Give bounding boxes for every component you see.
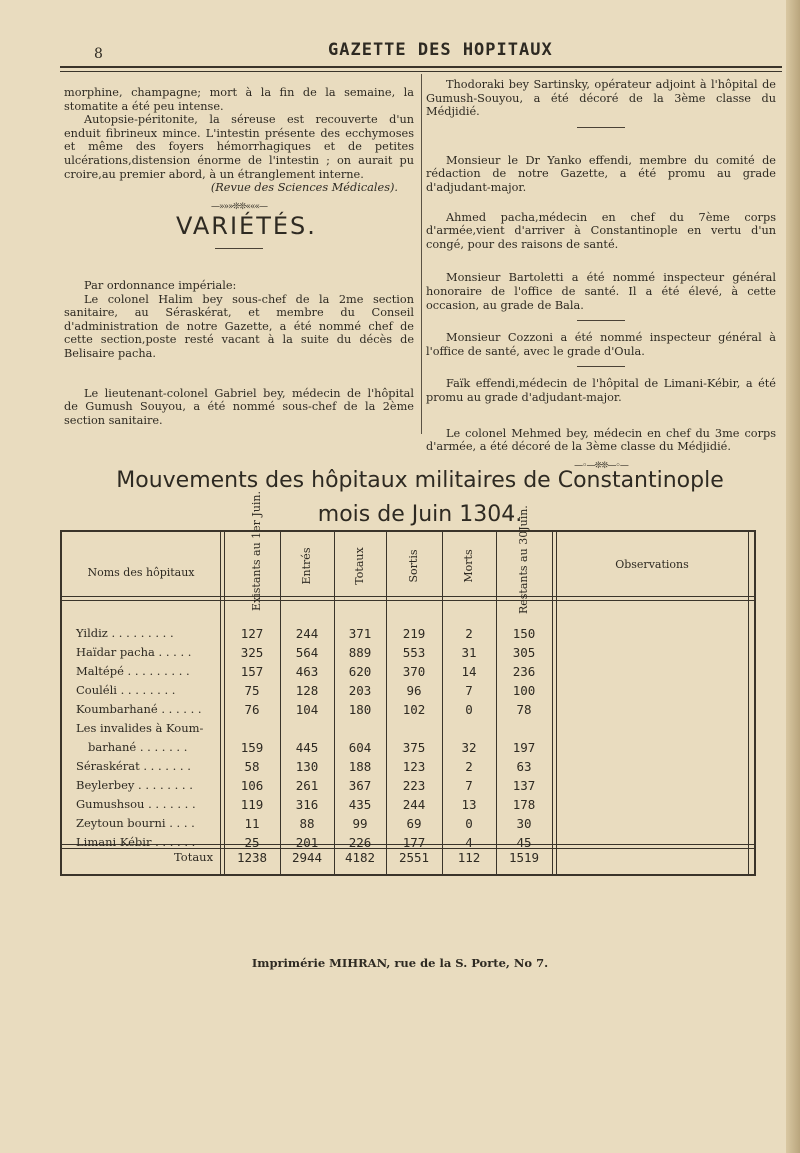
article-paragraph: Autopsie-péritonite, la séreuse est recouverte d'un enduit fibrineux mince. L'intestin présente des ecchymoses et même des foyers hémorrhagiques et de petites ulcérations,distension énorme de l'intestin ; on aurait pu croire,au premier abord, à un étranglement interne. (64, 113, 414, 181)
header-restants: Restants au 30Juin. (517, 505, 530, 614)
cell-restants: 45 (516, 835, 532, 850)
separator-rule (577, 366, 625, 367)
cell-entres: 104 (295, 702, 319, 717)
cell-entres: 316 (295, 797, 319, 812)
cell-morts: 32 (461, 740, 477, 755)
hospital-name: Haïdar pacha . . . . . (76, 645, 192, 659)
cell-totaux: 367 (348, 778, 372, 793)
cell-totaux: 99 (352, 816, 368, 831)
news-item: Ahmed pacha,médecin en chef du 7ème corps d'armée,vient d'arriver à Constantinople en vertu d'un congé, pour des raisons de santé. (426, 210, 776, 251)
cell-sortis: 123 (402, 759, 426, 774)
cell-sortis: 219 (402, 626, 426, 641)
article-paragraph: morphine, champagne; mort à la fin de la semaine, la stomatite a été peu intense. (64, 86, 414, 113)
cell-existants: 157 (240, 664, 264, 679)
column-divider (421, 74, 422, 434)
article-paragraph: Le colonel Halim bey sous-chef de la 2me section sanitaire, au Séraskérat, et membre du Conseil d'administration de notre Gazette, a été nommé chef de cette section,poste resté vacant à la suite du décès de Belisaire pacha. (64, 292, 414, 360)
news-item: Le colonel Mehmed bey, médecin en chef du 3me corps d'armée, a été décoré de la 3ème classe du Médjidié. (426, 426, 776, 454)
page-number: 8 (94, 46, 103, 62)
cell-totaux: 180 (348, 702, 372, 717)
cell-restants: 305 (512, 645, 536, 660)
table-title-line2: mois de Juin 1304. (317, 502, 523, 527)
cell-existants: 75 (244, 683, 260, 698)
article-paragraph: Le lieutenant-colonel Gabriel bey, médecin de l'hôpital de Gumush Souyou, a été nommé sous-chef de la 2ème section sanitaire. (64, 386, 414, 427)
cell-sortis: 370 (402, 664, 426, 679)
totals-row (62, 850, 754, 869)
separator-rule (577, 320, 625, 321)
imprint: Imprimérie MIHRAN, rue de la S. Porte, No 7. (251, 956, 549, 970)
cell-entres: 130 (295, 759, 319, 774)
cell-existants: 325 (240, 645, 264, 660)
hospital-name: Couléli . . . . . . . . (76, 683, 176, 697)
cell-sortis: 102 (402, 702, 426, 717)
separator-rule (577, 127, 625, 128)
cell-entres: 88 (299, 816, 315, 831)
cell-restants: 100 (512, 683, 536, 698)
cell-restants: 63 (516, 759, 532, 774)
cell-sortis: 244 (402, 797, 426, 812)
cell-existants: 119 (240, 797, 264, 812)
cell-restants: 30 (516, 816, 532, 831)
cell-totaux: 4182 (344, 850, 376, 865)
cell-sortis: 553 (402, 645, 426, 660)
cell-existants: 58 (244, 759, 260, 774)
news-item: Monsieur Bartoletti a été nommé inspecteur général honoraire de l'office de santé. Il a été élevé, à cette occasion, au grade de Bala. (426, 271, 776, 312)
cell-totaux: 620 (348, 664, 372, 679)
cell-existants: 127 (240, 626, 264, 641)
hospital-name: Séraskérat . . . . . . . (76, 759, 191, 773)
ornament: —»»»❊❊«««— (210, 201, 268, 212)
cell-restants: 150 (512, 626, 536, 641)
cell-entres: 2944 (291, 850, 323, 865)
cell-totaux: 226 (348, 835, 372, 850)
cell-sortis: 223 (402, 778, 426, 793)
news-item: Faïk effendi,médecin de l'hôpital de Limani-Kébir, a été promu au grade d'adjudant-major. (426, 377, 776, 404)
hospital-name: Limani Kébir . . . . . . (76, 835, 196, 849)
left-column (64, 86, 414, 427)
cell-morts: 0 (465, 816, 473, 831)
cell-sortis: 177 (402, 835, 426, 850)
article-paragraph: Par ordonnance impériale: (84, 278, 237, 292)
right-column (426, 78, 776, 479)
cell-entres: 463 (295, 664, 319, 679)
cell-morts: 2 (465, 626, 473, 641)
cell-entres: 564 (295, 645, 319, 660)
cell-totaux: 604 (348, 740, 372, 755)
section-title: VARIÉTÉS. (176, 212, 317, 241)
hospital-name: Gumushsou . . . . . . . (76, 797, 196, 811)
cell-totaux: 188 (348, 759, 372, 774)
cell-restants: 236 (512, 664, 536, 679)
table-row (62, 683, 754, 702)
news-item: Monsieur Cozzoni a été nommé inspecteur général à l'office de santé, avec le grade d'Oula. (426, 331, 776, 358)
table-title (60, 464, 780, 532)
header-rule (60, 66, 782, 72)
hospital-name: Koumbarhané . . . . . . (76, 702, 202, 716)
totals-label: Totaux (174, 850, 214, 864)
cell-morts: 14 (461, 664, 477, 679)
cell-existants: 76 (244, 702, 260, 717)
cell-existants: 106 (240, 778, 264, 793)
cell-morts: 31 (461, 645, 477, 660)
header-existants: Existants au 1er Juin. (250, 490, 263, 611)
journal-title: GAZETTE DES HOPITAUX (328, 40, 553, 60)
cell-totaux: 371 (348, 626, 372, 641)
cell-entres: 261 (295, 778, 319, 793)
news-item: Thodoraki bey Sartinsky, opérateur adjoint à l'hôpital de Gumush-Souyou, a été décoré de la 3ème classe du Médjidié. (426, 78, 776, 119)
cell-totaux: 435 (348, 797, 372, 812)
cell-sortis: 69 (406, 816, 422, 831)
table-row-line (62, 721, 754, 740)
cell-sortis: 2551 (398, 850, 430, 865)
cell-entres: 244 (295, 626, 319, 641)
cell-entres: 128 (295, 683, 319, 698)
cell-morts: 0 (465, 702, 473, 717)
table-row (62, 759, 754, 778)
header-morts: Morts (462, 549, 475, 583)
table-row (62, 645, 754, 664)
cell-existants: 25 (244, 835, 260, 850)
cell-restants: 137 (512, 778, 536, 793)
table-row (62, 626, 754, 645)
table-row (62, 664, 754, 683)
table-row (62, 778, 754, 797)
cell-morts: 7 (465, 683, 473, 698)
cell-entres: 201 (295, 835, 319, 850)
cell-morts: 13 (461, 797, 477, 812)
cell-restants: 178 (512, 797, 536, 812)
header-noms: Noms des hôpitaux (87, 566, 195, 579)
hospital-name: Maltépé . . . . . . . . . (76, 664, 190, 678)
header-observations: Observations (615, 558, 689, 571)
cell-morts: 7 (465, 778, 473, 793)
source-citation: (Revue des Sciences Médicales). (210, 181, 398, 195)
cell-restants: 78 (516, 702, 532, 717)
cell-morts: 2 (465, 759, 473, 774)
cell-totaux: 203 (348, 683, 372, 698)
table-title-line1: Mouvements des hôpitaux militaires de Constantinople (116, 468, 724, 493)
cell-totaux: 889 (348, 645, 372, 660)
cell-restants: 197 (512, 740, 536, 755)
hospital-name: Beylerbey . . . . . . . . (76, 778, 193, 792)
ornament: —◦—❊❊—◦— (574, 460, 628, 471)
cell-restants: 1519 (508, 850, 540, 865)
hospital-name: barhané . . . . . . . (88, 740, 188, 754)
header-entres: Entrés (300, 547, 313, 585)
table-row (62, 797, 754, 816)
hospital-name: Yildiz . . . . . . . . . (76, 626, 174, 640)
header-totaux: Totaux (353, 547, 366, 585)
cell-sortis: 375 (402, 740, 426, 755)
hospital-name: Les invalides à Koum- (76, 721, 204, 735)
separator-rule (215, 248, 263, 249)
page-edge (786, 0, 800, 1153)
table-row (62, 740, 754, 759)
cell-morts: 4 (465, 835, 473, 850)
hospital-name: Zeytoun bourni . . . . (76, 816, 195, 830)
table-row (62, 702, 754, 721)
table-row (62, 816, 754, 835)
news-item: Monsieur le Dr Yanko effendi, membre du comité de rédaction de notre Gazette, a été promu au grade d'adjudant-major. (426, 153, 776, 194)
cell-existants: 159 (240, 740, 264, 755)
header-sortis: Sortis (407, 549, 420, 583)
cell-entres: 445 (295, 740, 319, 755)
cell-morts: 112 (457, 850, 481, 865)
cell-sortis: 96 (406, 683, 422, 698)
cell-existants: 1238 (236, 850, 268, 865)
cell-existants: 11 (244, 816, 260, 831)
